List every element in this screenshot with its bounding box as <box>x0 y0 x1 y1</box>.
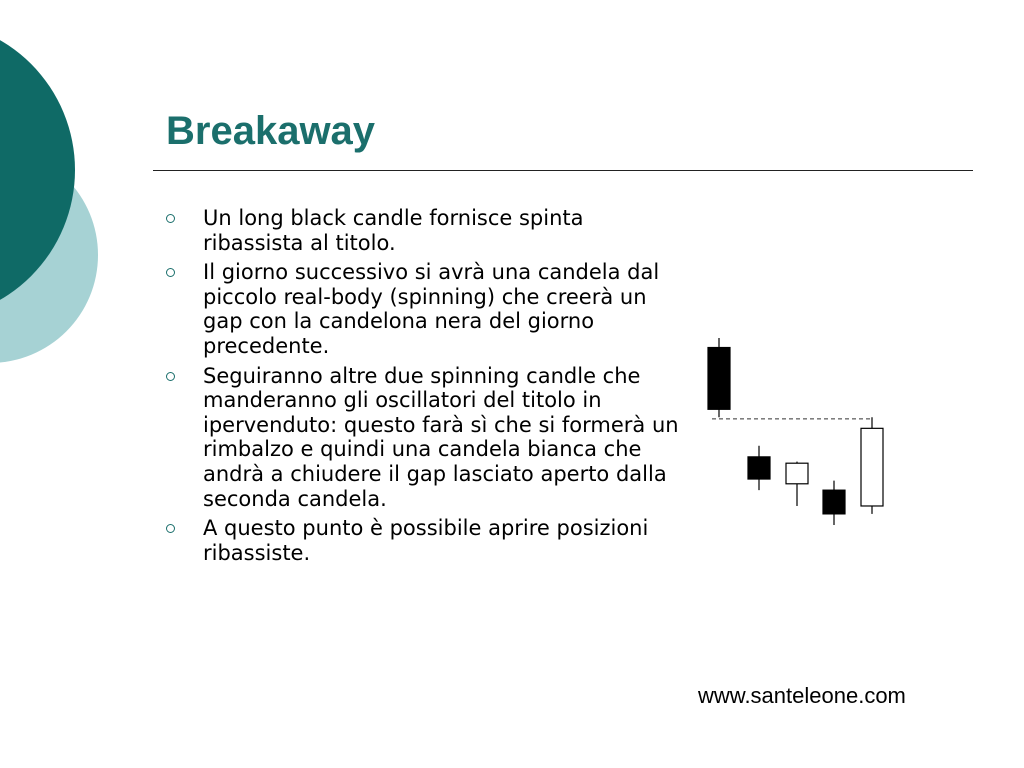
bullet-text: Seguiranno altre due spinning candle che manderanno gli oscillatori del titolo in ipervenduto: questo farà sì che si formerà un rimbalzo e quindi una candela bianca che andrà a chiudere il gap lasciato aperto dalla seconda candela. <box>203 363 679 511</box>
candle-3 <box>786 462 808 506</box>
candle-2 <box>748 446 770 490</box>
breakaway-candlestick-diagram <box>700 330 900 530</box>
bullet-list <box>160 206 680 570</box>
bullet-item <box>160 364 680 512</box>
title-divider <box>153 170 973 171</box>
candle-1 <box>708 338 730 417</box>
bullet-item <box>160 516 680 565</box>
bullet-item <box>160 206 680 255</box>
black-candle-body <box>748 457 770 479</box>
candle-5 <box>861 417 883 514</box>
hollow-circle-bullet-icon <box>166 372 175 381</box>
black-candle-body <box>708 348 730 410</box>
hollow-circle-bullet-icon <box>166 524 175 533</box>
candle-4 <box>823 481 845 525</box>
bullet-text: Il giorno successivo si avrà una candela dal piccolo real-body (spinning) che creerà un gap con la candelona nera del giorno precedente. <box>203 260 660 358</box>
hollow-circle-bullet-icon <box>166 214 175 223</box>
white-candle-body <box>786 463 808 484</box>
bullet-text: Un long black candle fornisce spinta ribassista al titolo. <box>203 206 584 255</box>
slide-title: Breakaway <box>166 109 376 153</box>
footer-url: www.santeleone.com <box>698 683 906 708</box>
white-candle-body <box>861 428 883 506</box>
bullet-text: A questo punto è possibile aprire posizioni ribassiste. <box>203 516 649 565</box>
decorative-circles <box>0 0 110 410</box>
black-candle-body <box>823 490 845 514</box>
bullet-item <box>160 260 680 358</box>
hollow-circle-bullet-icon <box>166 268 175 277</box>
